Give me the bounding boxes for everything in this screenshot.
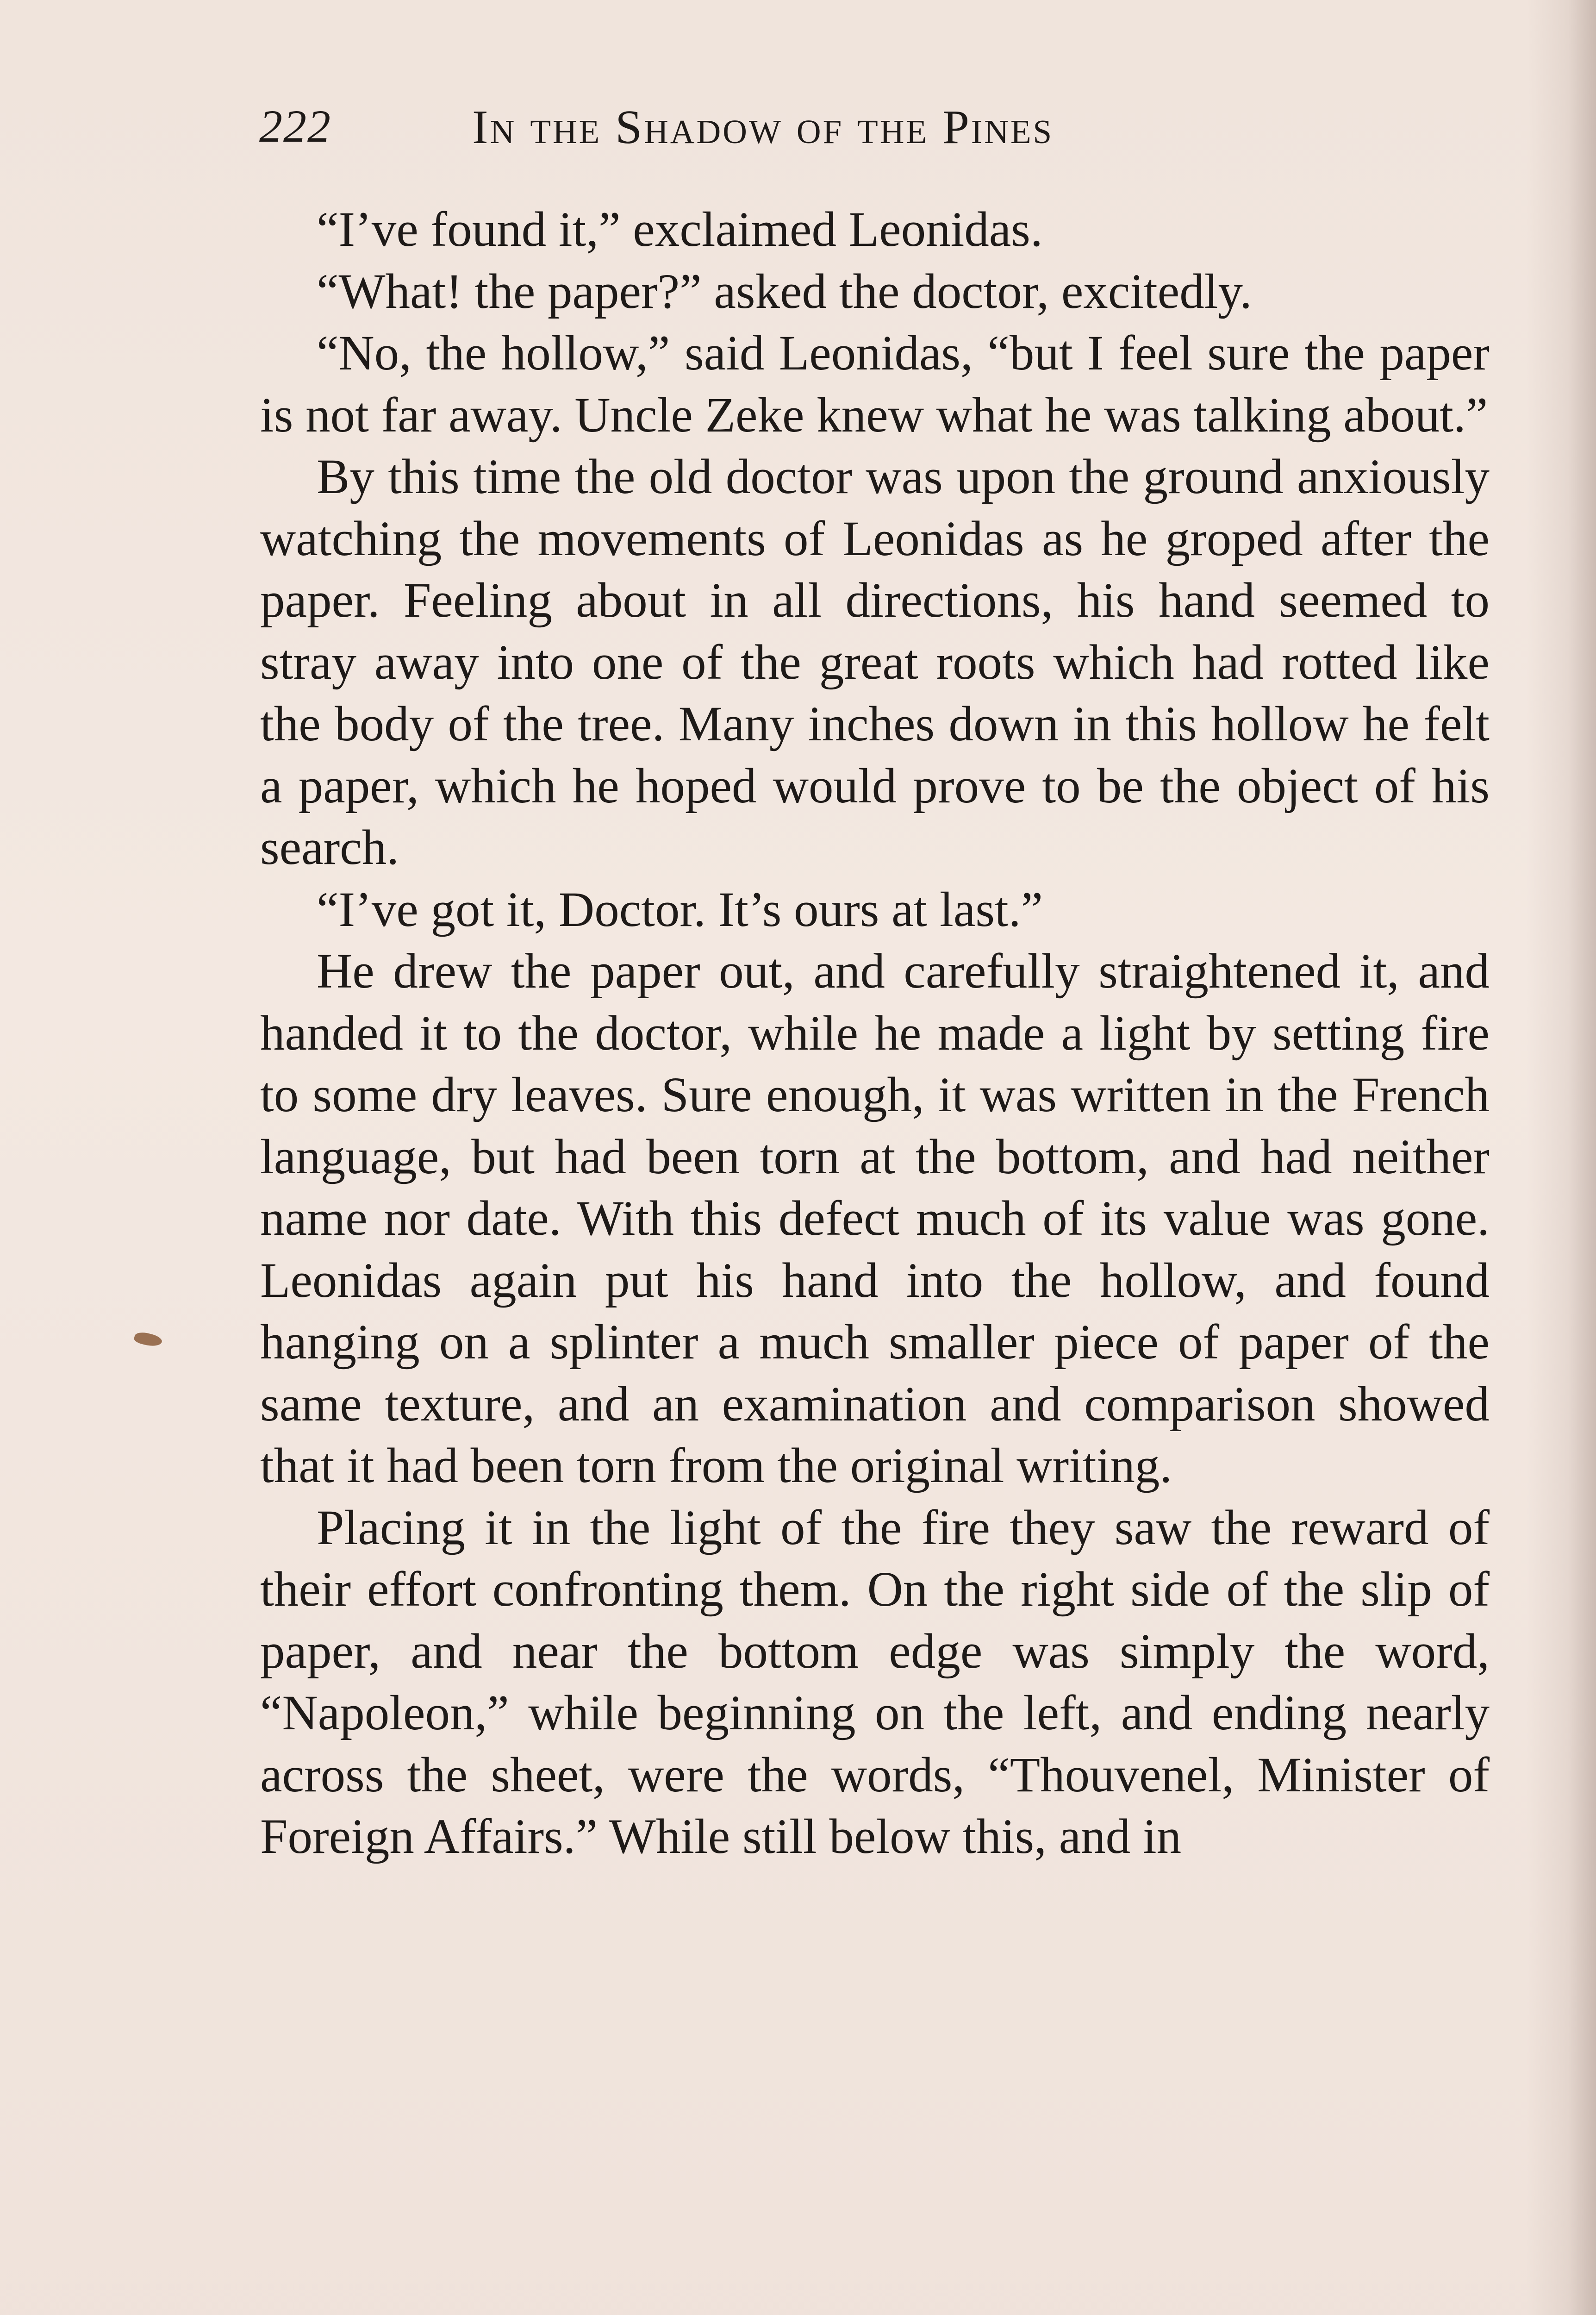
paragraph: By this time the old doctor was upon the ground anxiously watching the movements of Leonidas as he groped after the paper. Feeling about in all directions, his hand seemed to stray away into one of the great roots which had rotted like the body of the tree. Many inches down in this hollow he felt a paper, which he hoped would prove to be the object of his search. xyxy=(260,450,1490,875)
paragraph: “I’ve found it,” exclaimed Leonidas. xyxy=(317,202,1043,257)
paragraph: He drew the paper out, and carefully straightened it, and handed it to the doctor, while he made a light by setting fire to some dry leaves. Sure enough, it was written in the French language, but had been torn at the bottom, and had neither name nor date. With this defect much of its value was gone. Leonidas again put his hand into the hollow, and found hanging on a splinter a much smaller piece of paper of the same texture, and an examination and comparison showed that it had been torn from the original writing. xyxy=(260,944,1490,1493)
page-number: 222 xyxy=(259,100,331,152)
running-header xyxy=(259,100,1278,169)
paragraph: “I’ve got it, Doctor. It’s ours at last.” xyxy=(317,882,1043,937)
page-edge-shadow xyxy=(1527,0,1596,2315)
paragraph: “No, the hollow,” said Leonidas, “but I feel sure the paper is not far away. Uncle Zeke knew what he was talking about.” xyxy=(260,326,1490,443)
paper-stain xyxy=(133,1330,163,1349)
paragraph: “What! the paper?” asked the doctor, excitedly. xyxy=(317,264,1252,319)
text-body xyxy=(260,199,1490,1868)
paragraph: Placing it in the light of the fire they saw the reward of their effort confronting them. On the right side of the slip of paper, and near the bottom edge was simply the word, “Napoleon,” while beginning on the left, and ending nearly across the sheet, were the words, “Thouvenel, Minister of Foreign Affairs.” While still below this, and in xyxy=(260,1500,1490,1864)
running-title: In the Shadow of the Pines xyxy=(472,100,1054,154)
